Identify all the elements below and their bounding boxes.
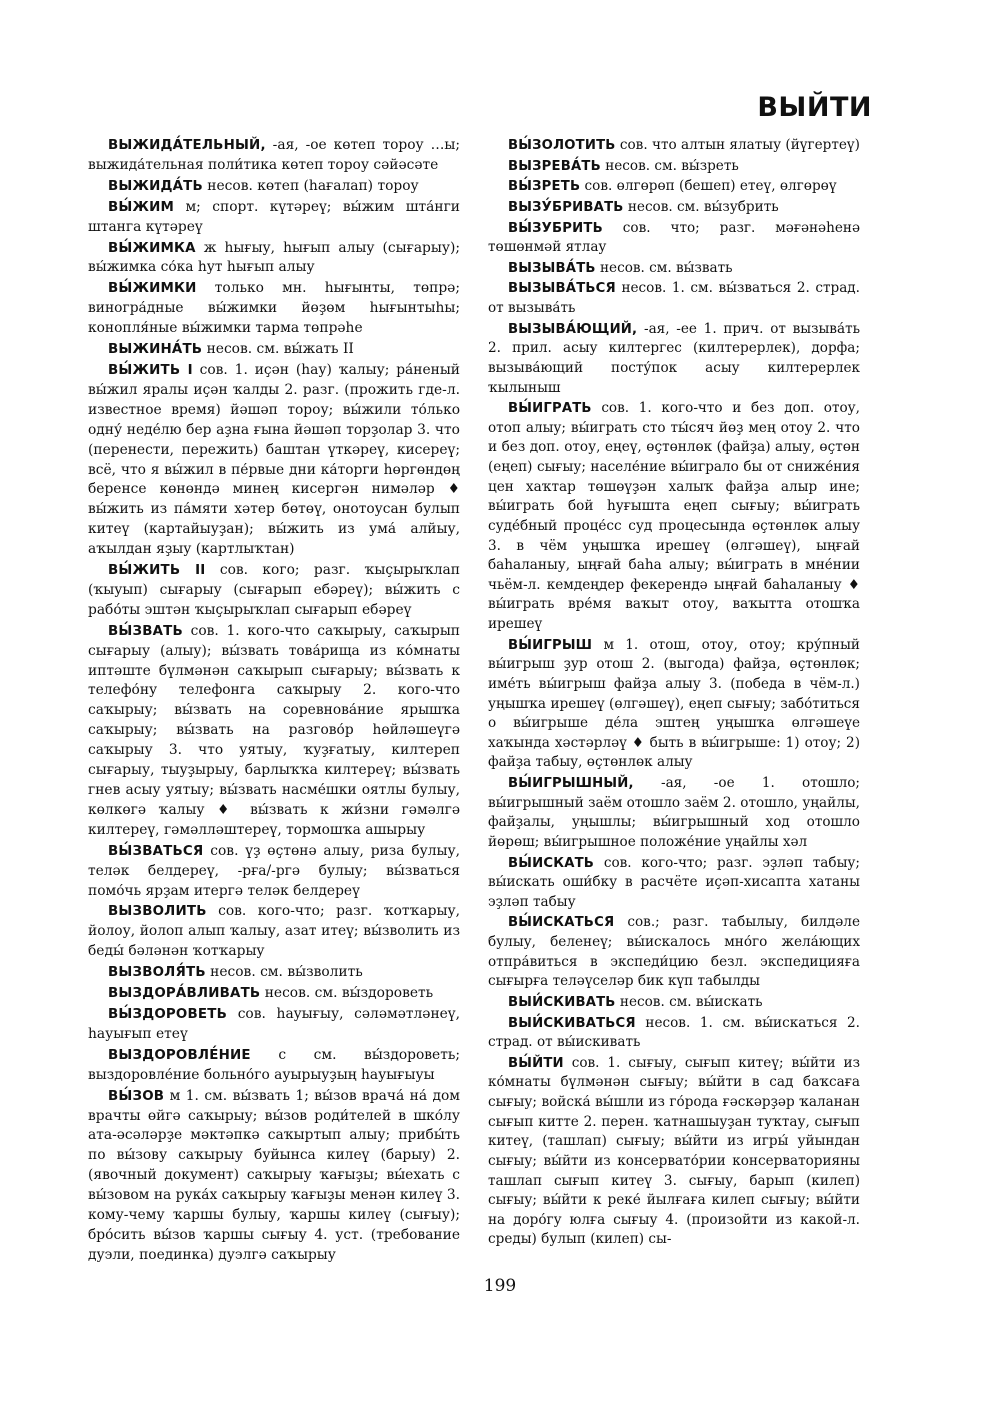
entry-headword: ВЫЖИНА́ТЬ — [108, 342, 203, 358]
dictionary-entry — [88, 561, 460, 621]
dictionary-entry — [88, 1046, 460, 1086]
dictionary-entry — [488, 136, 860, 156]
dictionary-entry — [488, 1054, 860, 1250]
entry-definition: только мн. һығынты, төпрә; виногра́дные вы́жимки йөҙөм һығынтыһы; конопля́ные вы́жимки тарма төпрәһе — [88, 280, 460, 337]
dictionary-entry — [488, 320, 860, 399]
entry-headword: ВЫ́ЗОВ — [108, 1088, 165, 1104]
dictionary-entry — [88, 902, 460, 962]
entry-definition: -ая, -ое көтеп тороу …ы; выжида́тельная поли́тика көтеп тороу сәйәсәте — [88, 137, 460, 173]
entry-definition: сов. 1. сығыу, сығып китеү; вы́йти из ко́мнаты бүлмәнән сығыу; вы́йти в сад баҡсаға сығыу; войска́ вы́шли из го́рода ғәскәрҙәр ҡаланан сығып китте 2. перен. ҡатнашыуҙан туҡтау, сығып китеү, (ташлап) сығыу; вы́йти из игры́ уйындан сығыу; вы́йти из консервато́рии консерваторияны ташлап сығып китеү 3. сығыу, барып (килеп) сығыу; вы́йти к реке́ йылғаға килеп сығыу; вы́йти на доро́гу юлға сығыу 4. (произойти из какой-л. среды) булып (килеп) сы- — [488, 1054, 860, 1248]
entry-definition: несов. см. вы́здороветь — [260, 985, 434, 1002]
entry-definition: несов. см. вы́зубрить — [623, 198, 779, 215]
dictionary-entry — [488, 854, 860, 913]
entry-headword: ВЫЗДОРА́ВЛИВАТЬ — [108, 986, 261, 1002]
entry-definition: несов. см. вы́зреть — [600, 157, 739, 174]
dictionary-entry — [488, 198, 860, 218]
page-number: 199 — [483, 1276, 517, 1296]
entry-headword: ВЫЗУ́БРИВАТЬ — [508, 199, 624, 215]
entry-headword: ВЫЗЫВА́ТЬСЯ — [508, 281, 616, 297]
entry-headword: ВЫЖИДА́ТЬ — [108, 178, 203, 194]
dictionary-entry — [488, 636, 860, 773]
entry-headword: ВЫЗЫВА́ТЬ — [508, 260, 596, 276]
dictionary-entry — [88, 1087, 460, 1266]
dictionary-entry — [88, 963, 460, 983]
entry-headword: ВЫ́ЖИТЬ II — [108, 563, 206, 579]
entry-definition: несов. см. вы́зволить — [205, 964, 363, 981]
entry-headword: ВЫ́ИСКАТЬ — [508, 855, 595, 871]
entry-definition: сов. кого-что; разг. ҡотҡарыу, йолоу, йолоп алып ҡалыу, азат итеү; вы́зволить из беды́ бәләнән ҡотҡарыу — [88, 903, 460, 960]
entry-definition: м 1. отош, отоу, отоу; кру́пный вы́игрыш ҙур отош 2. (выгода) файҙа, өҫтөнлөк; име́ть вы́игрыш файҙа алыу 3. (победа в чём-л.) уңышҡа ирешеү (өлгәшеү), еңеп сығыу; забо́титься о вы́игрыше де́ла эштең уңышҡа өлгәшеүе хаҡында хәстәрләү ♦ быть в вы́игрыше: 1) отоу; 2) файҙа табыу, өҫтөнлөк алыу — [488, 636, 860, 771]
dictionary-entry — [488, 399, 860, 635]
dictionary-entry — [488, 1014, 860, 1053]
left-column — [88, 136, 460, 1266]
entry-definition: несов. 1. см. вы́искаться 2. страд. от вы́искивать — [488, 1014, 860, 1051]
dictionary-entry — [488, 993, 860, 1013]
entry-definition: сов. өлгөрөп (бешеп) етеү, өлгөрөү — [580, 178, 837, 195]
entry-headword: ВЫ́ЗРЕТЬ — [508, 179, 581, 195]
entry-headword: ВЫ́ЗДОРОВЕТЬ — [108, 1006, 227, 1022]
entry-headword: ВЫ́ИСКАТЬСЯ — [508, 915, 615, 931]
entry-headword: ВЫ́ЙТИ — [508, 1055, 564, 1071]
entry-definition: м; спорт. күтәреү; вы́жим шта́нги штанга күтәреү — [88, 198, 460, 235]
entry-definition: несов. см. вы́звать — [595, 259, 733, 276]
entry-headword: ВЫ́ЗВАТЬ — [108, 623, 183, 639]
running-header: ВЫЙТИ — [757, 92, 872, 123]
entry-headword: ВЫЖИДА́ТЕЛЬНЫЙ, — [108, 138, 266, 153]
dictionary-entry — [88, 340, 460, 360]
dictionary-entry — [488, 177, 860, 197]
dictionary-entry — [88, 622, 460, 841]
dictionary-entry — [88, 1005, 460, 1045]
dictionary-entry — [88, 984, 460, 1004]
entry-headword: ВЫ́ИГРЫШ — [508, 637, 593, 653]
dictionary-entry — [488, 279, 860, 318]
entry-definition: сов. кого; разг. ҡыҫырыҡлап (ҡыуып) сығарыу (сығарып ебәреү); вы́жить с рабо́ты эштән ҡыҫырыҡлап сығарып ебәреү — [88, 562, 460, 618]
entry-headword: ВЫ́ЖИМКИ — [108, 281, 197, 297]
dictionary-entry — [488, 157, 860, 177]
entry-definition: сов.; разг. табылыу, билдәле булыу, беленеү; вы́искалось мно́го жела́ющих отпра́виться в экспеди́цию безл. экспедицияға сығырға теләүселәр бик күп табылды — [488, 914, 860, 990]
dictionary-entry — [488, 774, 860, 853]
entry-headword: ВЫЗВОЛЯ́ТЬ — [108, 965, 206, 981]
dictionary-entry — [88, 198, 460, 238]
entry-definition: сов. 1. кого-что саҡырыу, саҡырып сығарыу (алыу); вы́звать това́рища из ко́мнаты иптәште бүлмәнән саҡырып сығарыу; вы́звать к телефо́ну телефонга саҡырыу 2. кого-что саҡырыу; вы́звать на соревнова́ние ярышҡа саҡырыу; вы́звать на разгово́р һөйләшеүгә саҡырыу 3. что уятыу, ҡуҙғатыу, килтереп сығарыу, тыуҙырыу, барлыҡҡа килтереү; вы́звать гнев асыу уятыу; вы́звать насме́шки оятлы булыу, көлкөгә ҡалыу ♦ вы́звать к жи́зни гәмәлгә килтереү, гәмәлләштереү, тормошҡа ашырыу — [88, 622, 460, 838]
entry-definition: сов. 1. кого-что и без доп. отоу, отоп алыу; вы́играть сто ты́сяч йөҙ мең отоу 2. что и без доп. отоу, еңеү, өҫтөнлөк (файҙа) алыу, өҫтөн (еңеп) сығыу; населе́ние вы́играло бы от сниже́ния цен хаҡтар төшөүҙән халыҡ файҙа алыр ине; вы́играть бой һуғышта еңеп сығыу; вы́играть суде́бный проце́сс суд процесында өҫтөнлөк алыу 3. в чём уңышҡа ирешеү (өлгәшеү), ыңғай баһаланыу, ыңғай баһа алыу; вы́играть в мне́нии чьём-л. кемдеңдер фекерендә ыңғай баһаланыу ♦ вы́играть вре́мя ваҡыт отоу, ваҡытта отошҡа ирешеү — [488, 400, 860, 632]
entry-definition: несов. см. вы́искать — [615, 993, 763, 1010]
entry-definition: м 1. см. вы́звать 1; вы́зов врача́ на́ дом врачты өйгә саҡырыу; вы́зов роди́телей в шко́лу ата-әсәләрҙе мәктәпкә саҡыртып алыу; прибы́ть по вы́зову саҡырыу буйынса килеү (барыу) 2. (явочный документ) саҡырыу ҡағыҙы; вы́ехать с вы́зовом на рука́х саҡырыу ҡағыҙы менән килеү 3. кому-чему ҡаршы булыу, ҡаршы килеү (сығыу); бро́сить вы́зов ҡаршы сығыу 4. уст. (требование дуэли, поединка) дуэлгә саҡырыу — [88, 1087, 460, 1263]
dictionary-entry — [488, 259, 860, 279]
entry-definition: сов. кого-что; разг. эҙләп табыу; вы́искать оши́бку в расчёте иҫәп-хисапта хатаны эҙләп табыу — [488, 854, 860, 910]
dictionary-entry — [88, 842, 460, 902]
entry-definition: сов. үҙ өҫтөнә алыу, риза булыу, теләк белдереү, -рға/-ргә булыу; вы́зваться помо́чь ярҙам итергә теләк белдереү — [88, 842, 460, 899]
entry-headword: ВЫ́ЗВАТЬСЯ — [108, 843, 204, 859]
entry-definition: -ая, -ое 1. отошло; вы́игрышный заём отошло заём 2. отошло, уңайлы, файҙалы, уңышлы; вы́игрышный ход отошло йөрөш; вы́игрышное положе́ние уңайлы хәл — [488, 775, 860, 850]
entry-definition: несов. көтеп (һағалап) тороу — [202, 177, 419, 194]
entry-definition: несов. см. вы́жать II — [202, 341, 354, 358]
entry-headword: ВЫЗВОЛИТЬ — [108, 904, 207, 920]
dictionary-entry — [88, 177, 460, 197]
entry-definition: -ая, -ее 1. прич. от вызыва́ть 2. прил. асыу килтергес (килтерерлек), дорфа; вызыва́ющий посту́пок асыу килтерерлек ҡылыныш — [488, 320, 860, 396]
dictionary-entry — [88, 279, 460, 339]
entry-definition: сов. 1. иҫән (һау) ҡалыу; ра́неный вы́жил яралы иҫән ҡалды 2. разг. (прожить где-л. известное время) йәшәп тороу; вы́жили то́лько одну́ неде́лю бер аҙна ғына йәшәп торҙолар 3. что (перенести, пережить) баштан үткәреү, кисереү; всё, что я вы́жил в пе́рвые дни ка́торги һөргөндөң беренсе көнөндә минең кисергән нимәләр ♦ вы́жить из па́мяти хәтер бөтөү, онотоусан булып китеү (картайыуҙан); вы́жить из ума́ алйыу, аҡылдан яҙыу (картлыҡтан) — [88, 361, 461, 558]
entry-headword: ВЫ́ЖИМ — [108, 199, 175, 215]
entry-definition: несов. 1. см. вы́зваться 2. страд. от вызыва́ть — [488, 280, 860, 316]
entry-definition: сов. что; разг. мәғәнәһенә төшөнмәй ятлау — [488, 219, 860, 256]
entry-definition: сов. что алтын ялатыу (йүгертеү) — [615, 137, 860, 153]
entry-definition: ж һығыу, һығып алыу (сығарыу); вы́жимка со́ка һут һығып алыу — [88, 239, 460, 276]
entry-headword: ВЫ́ЗОЛОТИТЬ — [508, 138, 616, 153]
entry-definition: с см. вы́здороветь; выздоровле́ние больно́го ауырыуҙың һауығыуы — [88, 1046, 460, 1083]
entry-headword: ВЫИ́СКИВАТЬСЯ — [508, 1015, 636, 1031]
dictionary-entry — [88, 136, 460, 176]
entry-headword: ВЫ́ЖИМКА — [108, 240, 196, 256]
entry-definition: сов. һауығыу, сәләмәтләнеү, һауығып етеү — [88, 1005, 460, 1042]
dictionary-entry — [488, 913, 860, 992]
entry-headword: ВЫ́ИГРАТЬ — [508, 401, 592, 417]
dictionary-entry — [88, 239, 460, 279]
entry-headword: ВЫИ́СКИВАТЬ — [508, 994, 616, 1010]
entry-headword: ВЫЗРЕВА́ТЬ — [508, 158, 601, 174]
entry-headword: ВЫ́ИГРЫШНЫЙ, — [508, 776, 634, 791]
entry-headword: ВЫЗДОРОВЛЕ́НИЕ — [108, 1047, 251, 1063]
entry-headword: ВЫ́ЗУБРИТЬ — [508, 220, 603, 236]
dictionary-entry — [88, 361, 460, 560]
dictionary-entry — [488, 219, 860, 258]
entry-headword: ВЫ́ЖИТЬ I — [108, 362, 193, 378]
entry-headword: ВЫЗЫВА́ЮЩИЙ, — [508, 321, 638, 337]
right-column — [488, 136, 860, 1250]
